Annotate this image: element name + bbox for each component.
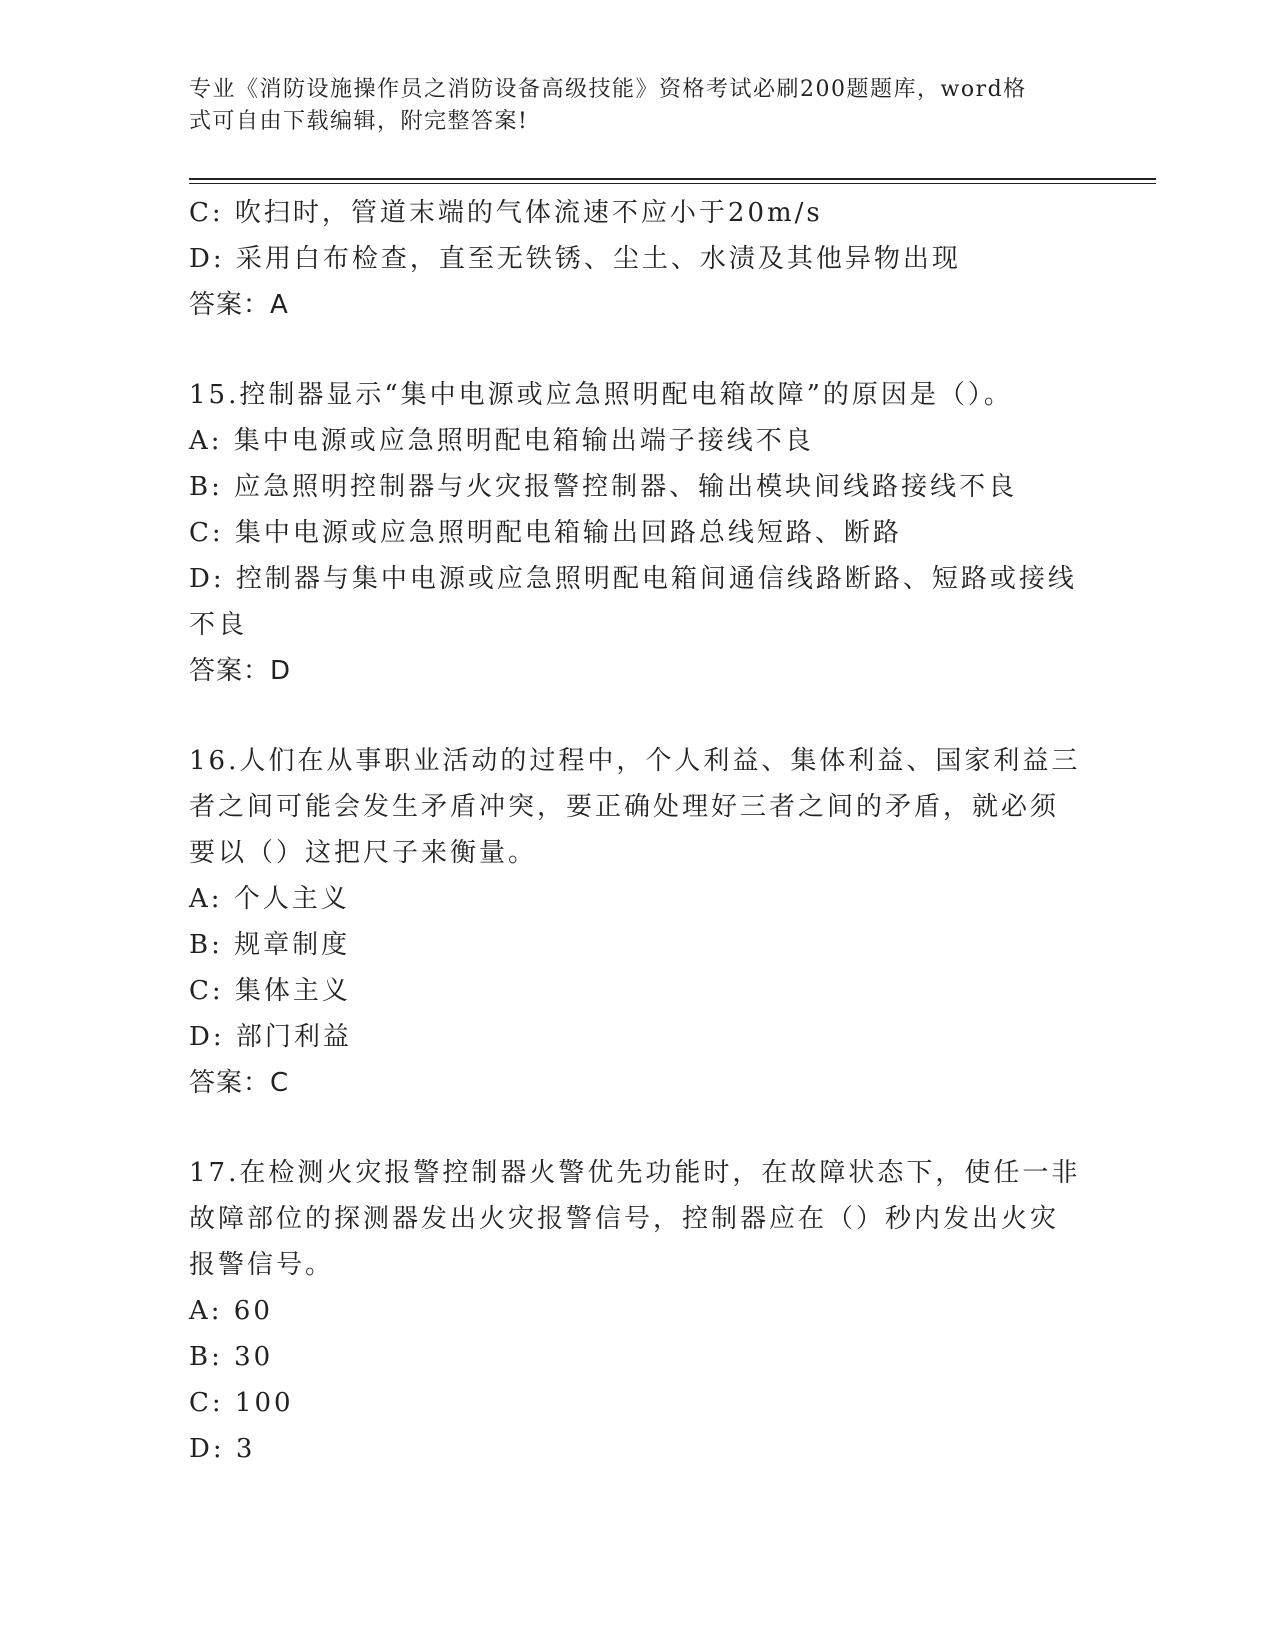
question-list <box>189 190 1089 1472</box>
option-c: C: 吹扫时，管道末端的气体流速不应小于20m/s <box>189 198 823 228</box>
option-b: B: 30 <box>189 1342 274 1372</box>
answer-line: 答案：D <box>189 656 292 686</box>
option-c: C: 集体主义 <box>189 976 351 1006</box>
option-b: B: 规章制度 <box>189 930 351 960</box>
header-line-2: 式可自由下载编辑，附完整答案! <box>189 109 529 134</box>
option-a: A: 60 <box>189 1296 273 1326</box>
header-line-1: 专业《消防设施操作员之消防设备高级技能》资格考试必刷200题题库，word格 <box>189 77 1027 102</box>
question-stem-line-2: 故障部位的探测器发出火灾报警信号，控制器应在（）秒内发出火灾 <box>189 1204 1060 1234</box>
answer-line: 答案：C <box>189 1068 290 1098</box>
option-c: C: 100 <box>189 1388 294 1418</box>
option-a: A: 集中电源或应急照明配电箱输出端子接线不良 <box>189 426 814 456</box>
document-header <box>189 74 1069 138</box>
spacer <box>189 328 1089 372</box>
option-d: D: 采用白布检查，直至无铁锈、尘土、水渍及其他异物出现 <box>189 244 961 274</box>
question-stem: 15.控制器显示“集中电源或应急照明配电箱故障”的原因是（）。 <box>189 380 1013 410</box>
option-b: B: 应急照明控制器与火灾报警控制器、输出模块间线路接线不良 <box>189 472 1018 502</box>
header-divider-thick <box>189 178 1156 180</box>
question-stem-line-2: 者之间可能会发生矛盾冲突，要正确处理好三者之间的矛盾，就必须 <box>189 792 1060 822</box>
option-d: D: 3 <box>189 1434 256 1464</box>
option-a: A: 个人主义 <box>189 884 350 914</box>
answer-line: 答案：A <box>189 290 289 320</box>
question-stem-line-1: 17.在检测火灾报警控制器火警优先功能时，在故障状态下，使任一非 <box>189 1158 1081 1188</box>
question-17 <box>189 1150 1089 1472</box>
question-stem-line-1: 16.人们在从事职业活动的过程中，个人利益、集体利益、国家利益三 <box>189 746 1081 776</box>
question-stem-line-3: 报警信号。 <box>189 1250 335 1280</box>
option-d-line-1: D: 控制器与集中电源或应急照明配电箱间通信线路断路、短路或接线 <box>189 564 1077 594</box>
spacer <box>189 1106 1089 1150</box>
spacer <box>189 694 1089 738</box>
option-d-line-2: 不良 <box>189 610 248 640</box>
question-15 <box>189 372 1089 694</box>
option-d: D: 部门利益 <box>189 1022 352 1052</box>
header-divider-thin <box>189 183 1156 184</box>
previous-question-tail <box>189 190 1089 328</box>
option-c: C: 集中电源或应急照明配电箱输出回路总线短路、断路 <box>189 518 902 548</box>
question-stem-line-3: 要以（）这把尺子来衡量。 <box>189 838 538 868</box>
question-16 <box>189 738 1089 1106</box>
